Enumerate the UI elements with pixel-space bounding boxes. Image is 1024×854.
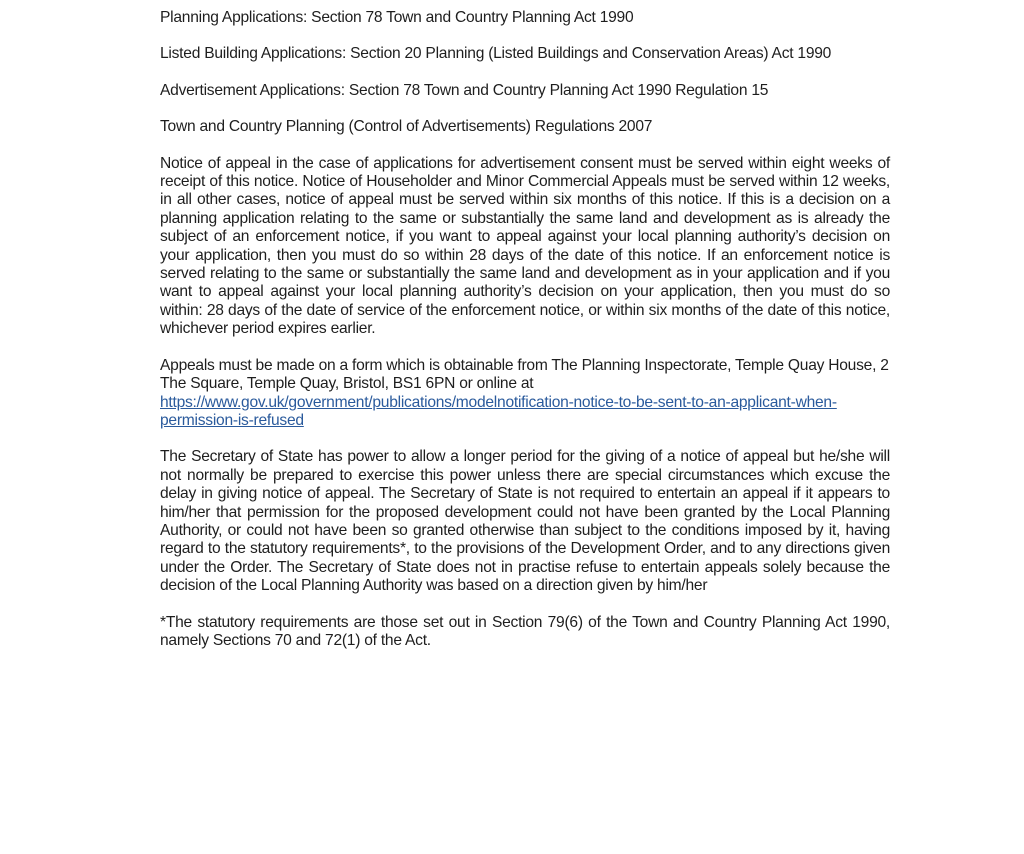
planning-applications-paragraph: Planning Applications: Section 78 Town and Country Planning Act 1990 [160,9,634,26]
listed-building-applications-paragraph: Listed Building Applications: Section 20 Planning (Listed Buildings and Conservation Areas) Act 1990 [160,45,832,63]
advertisement-applications-paragraph: Advertisement Applications: Section 78 Town and Country Planning Act 1990 Regulation 15 [160,81,769,99]
notice-of-appeal-paragraph: Notice of appeal in the case of applications for advertisement consent must be served within eight weeks of receipt of this notice. Notice of Householder and Minor Commercial Appeals must be served within 12 weeks, in all other cases, notice of appeal must be served within six months of this notice. If this is a decision on a planning application relating to the same or substantially the same land and development as is already the subject of an enforcement notice, if you want to appeal against your local planning authority’s decision on your application, then you must do so within 28 days of the date of this notice. If an enforcement notice is served relating to the same or substantially the same land and development as in your application and if you want to appeal against your local planning authority’s decision on your application, then you must do so within: 28 days of the date of service of the enforcement notice, or within six months of the date of this notice, whichever period expires earlier. [160,154,890,338]
document-page [160,9,890,668]
appeals-form-intro: Appeals must be made on a form which is obtainable from The Planning Inspectorate, Temple Quay House, 2 The Square, Temple Quay, Bristol, BS1 6PN or online at [160,356,889,393]
control-of-advertisements-paragraph: Town and Country Planning (Control of Advertisements) Regulations 2007 [160,118,653,136]
statutory-footnote-paragraph: *The statutory requirements are those set out in Section 79(6) of the Town and Country Planning Act 1990, namely Sections 70 and 72(1) of the Act. [160,613,890,649]
secretary-of-state-paragraph: The Secretary of State has power to allow a longer period for the giving of a notice of appeal but he/she will not normally be prepared to exercise this power unless there are special circumstances which excuse the delay in giving notice of appeal. The Secretary of State is not required to entertain an appeal if it appears to him/her that permission for the proposed development could not have been granted by the Local Planning Authority, or could not have been so granted otherwise than subject to the conditions imposed by it, having regard to the statutory requirements*, to the provisions of the Development Order, and to any directions given under the Order. The Secretary of State does not in practise refuse to entertain appeals solely because the decision of the Local Planning Authority was based on a direction given by him/her [160,448,890,595]
appeals-form-link[interactable]: https://www.gov.uk/government/publications/modelnotification-notice-to-be-sent-to-an-applicant-when-permission-is-refused [160,393,837,429]
appeals-form-paragraph [160,357,890,431]
